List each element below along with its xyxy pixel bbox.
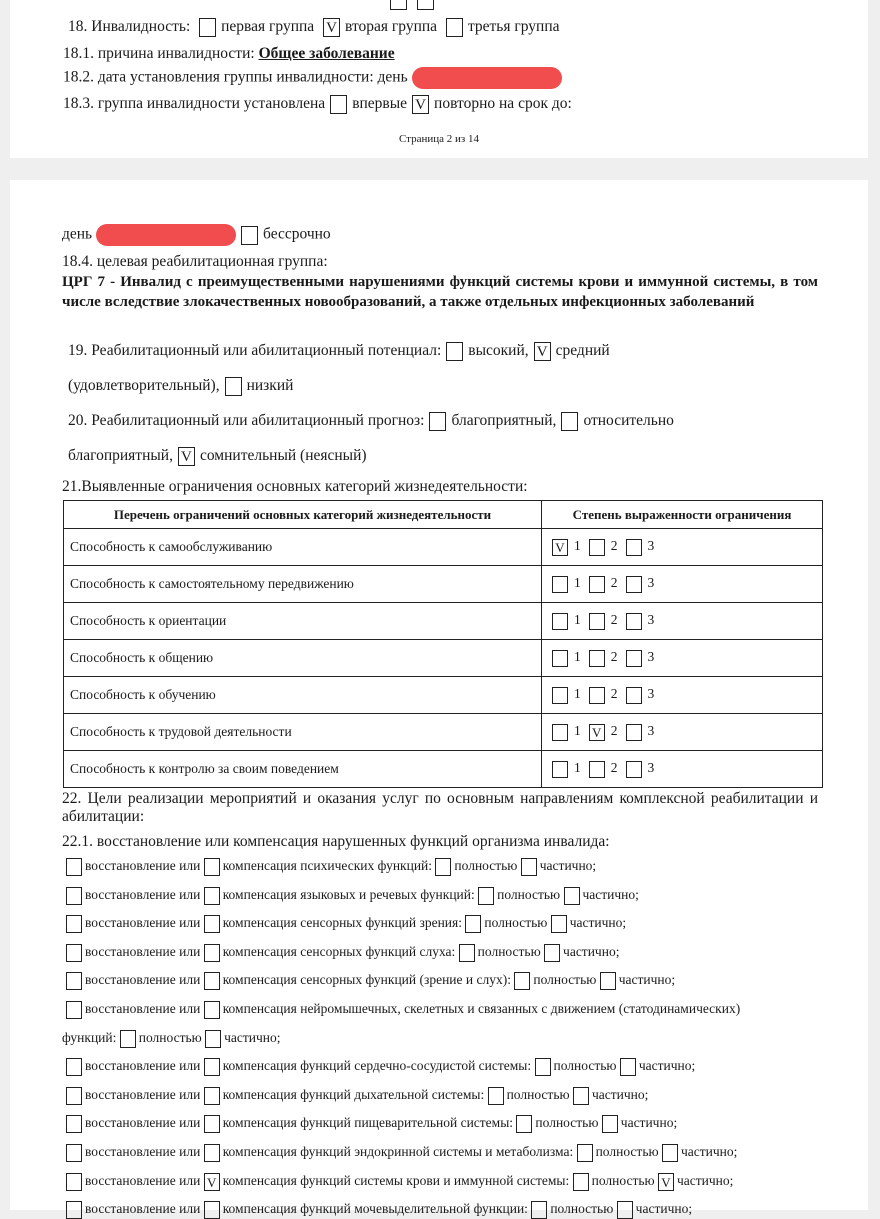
limitation-name: Способность к ориентации: [64, 603, 542, 640]
checkbox-restore[interactable]: [66, 1087, 82, 1105]
option-label: восстановление или: [85, 1086, 201, 1102]
checkbox-partial[interactable]: V: [658, 1173, 674, 1191]
option-label: вторая группа: [345, 18, 438, 35]
degree-checkbox-1[interactable]: [552, 687, 568, 704]
option-label: полностью: [595, 1144, 659, 1159]
degree-cell: [542, 640, 823, 677]
checkbox-restore[interactable]: [66, 1173, 82, 1191]
option-label: восстановление или: [85, 886, 201, 902]
degree-label: 3: [647, 575, 655, 591]
list-item: [66, 1142, 737, 1162]
checkbox-compensate[interactable]: [204, 972, 220, 990]
checkbox-high[interactable]: [446, 342, 463, 361]
list-item: [66, 1085, 648, 1105]
option-label: полностью: [454, 858, 518, 873]
checkbox-compensate[interactable]: [204, 1144, 220, 1162]
function-label: компенсация сенсорных функций (зрение и слух):: [222, 972, 511, 988]
checkbox-partial[interactable]: [573, 1087, 589, 1105]
checkbox-partial[interactable]: [620, 1058, 636, 1076]
item-18-1: [63, 44, 395, 64]
option-label: восстановление или: [85, 972, 201, 988]
degree-checkbox-2[interactable]: [589, 650, 605, 667]
degree-checkbox-3[interactable]: [626, 724, 642, 741]
option-label: восстановление или: [85, 915, 201, 931]
option-label: частично;: [618, 972, 676, 988]
item-20: [68, 411, 674, 431]
degree-checkbox-2[interactable]: [589, 539, 605, 556]
table-header: Перечень ограничений основных категорий жизнедеятельности: [64, 501, 542, 529]
option-label: частично;: [569, 915, 627, 931]
option-label: (удовлетворительный),: [68, 377, 220, 394]
item-18-3: [63, 94, 572, 114]
function-label: компенсация функций мочевыделительной функции:: [222, 1201, 528, 1217]
limitation-name: Способность к самообслуживанию: [64, 529, 542, 566]
label: 18. Инвалидность:: [68, 18, 191, 35]
option-label: восстановление или: [85, 943, 201, 959]
function-label: компенсация функций системы крови и иммунной системы:: [222, 1172, 570, 1188]
degree-label: 2: [610, 723, 618, 739]
option-label: полностью: [484, 915, 548, 931]
checkbox-partial[interactable]: [564, 887, 580, 905]
checkbox-full[interactable]: [514, 972, 530, 990]
checkbox-partial[interactable]: [617, 1201, 633, 1219]
degree-cell: [542, 677, 823, 714]
table-row: [64, 566, 823, 603]
list-item-cont: [62, 1028, 281, 1048]
document-page-2: [10, 0, 868, 158]
redaction: [412, 67, 562, 89]
degree-checkbox-2[interactable]: [589, 761, 605, 778]
checkbox-mid[interactable]: V: [534, 342, 551, 361]
degree-checkbox-1[interactable]: [552, 761, 568, 778]
checkbox-full[interactable]: [535, 1058, 551, 1076]
label: день: [62, 225, 93, 243]
item-19: [68, 341, 610, 361]
checkbox[interactable]: [241, 226, 258, 245]
option-label: первая группа: [221, 18, 315, 35]
option-label: восстановление или: [85, 1172, 201, 1188]
limitation-name: Способность к контролю за своим поведением: [64, 751, 542, 788]
option-label: третья группа: [467, 18, 560, 35]
checkbox-full[interactable]: [573, 1173, 589, 1191]
table-row: [64, 529, 823, 566]
option-label: полностью: [533, 972, 597, 988]
option-label: восстановление или: [85, 1115, 201, 1131]
limitation-name: Способность к трудовой деятельности: [64, 714, 542, 751]
degree-cell: [542, 529, 823, 566]
checkbox-restore[interactable]: [66, 887, 82, 905]
option-label: благоприятный,: [451, 412, 557, 429]
checkbox-compensate[interactable]: V: [204, 1173, 220, 1191]
degree-checkbox-2[interactable]: [589, 687, 605, 704]
item-20-cont: [68, 446, 367, 466]
option-label: низкий: [246, 377, 294, 394]
checkbox-partial[interactable]: [205, 1030, 221, 1048]
degree-checkbox-2[interactable]: [589, 613, 605, 630]
option-label: восстановление или: [85, 858, 201, 873]
function-label: компенсация сенсорных функций зрения:: [222, 915, 462, 931]
label: 19. Реабилитационный или абилитационный потенциал:: [68, 342, 442, 359]
option-label: частично;: [620, 1115, 678, 1131]
degree-cell: [542, 603, 823, 640]
table-row: [64, 751, 823, 788]
limitation-name: Способность к самостоятельному передвижению: [64, 566, 542, 603]
label: 18.2. дата установления группы инвалидности: день: [63, 68, 408, 86]
label: 18.1. причина инвалидности:: [63, 45, 255, 62]
checkbox-full[interactable]: [459, 944, 475, 962]
checkbox-restore[interactable]: [66, 1144, 82, 1162]
option-label: полностью: [535, 1115, 599, 1131]
label: 20. Реабилитационный или абилитационный прогноз:: [68, 412, 425, 429]
degree-label: 2: [610, 612, 618, 628]
limitation-name: Способность к общению: [64, 640, 542, 677]
function-label: компенсация функций эндокринной системы и метаболизма:: [222, 1144, 574, 1159]
option-label: частично;: [539, 858, 597, 873]
checkbox-compensate[interactable]: [204, 1087, 220, 1105]
checkbox-compensate[interactable]: [204, 915, 220, 933]
checkbox-low[interactable]: [225, 377, 242, 396]
checkbox-restore[interactable]: [66, 972, 82, 990]
option-label: относительно: [583, 412, 674, 429]
option-label: частично;: [677, 1172, 734, 1188]
checkbox-full[interactable]: [465, 915, 481, 933]
table-header: Степень выраженности ограничения: [542, 501, 823, 529]
option-label: частично;: [638, 1058, 696, 1074]
checkbox[interactable]: V: [323, 18, 340, 37]
checkbox-restore[interactable]: [66, 1201, 82, 1219]
degree-cell: [542, 714, 823, 751]
checkbox: [390, 0, 407, 10]
table-row: [64, 640, 823, 677]
checkbox-compensate[interactable]: [204, 944, 220, 962]
item-22-1-label: 22.1. восстановление или компенсация нарушенных функций организма инвалида:: [62, 833, 610, 850]
list-item: [66, 913, 626, 933]
table-row: [64, 603, 823, 640]
option-label: полностью: [591, 1172, 655, 1188]
function-label: компенсация функций дыхательной системы:: [222, 1086, 485, 1102]
checkbox-restore[interactable]: [66, 1058, 82, 1076]
option-label: полностью: [138, 1029, 202, 1045]
option-label: частично;: [635, 1201, 693, 1217]
function-label: компенсация нейромышечных, скелетных и связанных с движением (статодинамических): [222, 1001, 741, 1016]
checkbox-compensate[interactable]: [204, 858, 220, 876]
function-label: компенсация сенсорных функций слуха:: [222, 943, 456, 959]
option-label: благоприятный,: [68, 447, 173, 464]
list-item: [66, 885, 639, 905]
function-label: компенсация языковых и речевых функций:: [222, 886, 475, 902]
checkbox-partial[interactable]: [600, 972, 616, 990]
degree-checkbox-1[interactable]: [552, 613, 568, 630]
checkbox-full[interactable]: [516, 1115, 532, 1133]
disability-cause: Общее заболевание: [258, 45, 395, 62]
degree-label: 2: [610, 575, 618, 591]
list-item: [66, 1113, 677, 1133]
function-label: компенсация психических функций:: [222, 858, 433, 873]
checkbox-full[interactable]: [435, 858, 451, 876]
checkbox: [417, 0, 434, 10]
option-label: бессрочно: [263, 225, 331, 243]
checkbox-fav[interactable]: [429, 412, 446, 431]
list-item: [66, 1199, 692, 1219]
degree-checkbox-3[interactable]: [626, 576, 642, 593]
option-label: частично;: [591, 1086, 649, 1102]
checkbox-rel[interactable]: [561, 412, 578, 431]
list-item: [66, 942, 619, 962]
degree-checkbox-1[interactable]: [552, 724, 568, 741]
item-18-4-label: 18.4. целевая реабилитационная группа:: [62, 253, 328, 270]
checkbox-partial[interactable]: [602, 1115, 618, 1133]
degree-checkbox-3[interactable]: [626, 650, 642, 667]
option-label: восстановление или: [85, 1144, 201, 1159]
degree-checkbox-1[interactable]: [552, 650, 568, 667]
degree-label: 1: [574, 649, 581, 665]
degree-checkbox-1[interactable]: [552, 576, 568, 593]
option-label: восстановление или: [85, 1001, 201, 1016]
option-label: частично;: [224, 1029, 281, 1045]
checkbox-restore[interactable]: [66, 858, 82, 876]
item-21-label: 21.Выявленные ограничения основных категорий жизнедеятельности:: [62, 478, 528, 495]
function-label: компенсация функций пищеварительной системы:: [222, 1115, 514, 1131]
degree-label: 1: [574, 575, 581, 591]
degree-checkbox-2[interactable]: [589, 576, 605, 593]
list-item: [66, 1171, 733, 1191]
degree-checkbox-3[interactable]: [626, 613, 642, 630]
option-label: полностью: [497, 886, 561, 902]
degree-checkbox-2[interactable]: V: [589, 724, 605, 741]
degree-label: 3: [647, 612, 655, 628]
function-label: функций:: [62, 1029, 117, 1045]
degree-label: 3: [647, 686, 655, 702]
degree-label: 1: [574, 723, 581, 739]
checkbox-partial[interactable]: [662, 1144, 678, 1162]
term: [62, 224, 331, 246]
option-label: полностью: [553, 1058, 617, 1074]
degree-label: 1: [574, 686, 581, 702]
item-18: [68, 17, 560, 37]
degree-label: 2: [610, 686, 618, 702]
degree-label: 3: [647, 538, 655, 554]
checkbox-partial[interactable]: [551, 915, 567, 933]
checkbox[interactable]: [330, 95, 347, 114]
checkbox-compensate[interactable]: [204, 1058, 220, 1076]
degree-checkbox-3[interactable]: [626, 761, 642, 778]
checkbox-partial[interactable]: [544, 944, 560, 962]
redaction: [96, 224, 236, 246]
checkbox-full[interactable]: [488, 1087, 504, 1105]
page-footer: Страница 2 из 14: [398, 133, 480, 145]
option-label: впервые: [352, 95, 408, 112]
checkbox-compensate[interactable]: [204, 1201, 220, 1219]
checkbox-restore[interactable]: [66, 944, 82, 962]
limitations-table: [63, 500, 823, 788]
degree-cell: [542, 751, 823, 788]
degree-checkbox-3[interactable]: [626, 539, 642, 556]
list-item: [66, 999, 740, 1019]
option-label: частично;: [582, 886, 639, 902]
checkbox[interactable]: [199, 18, 216, 37]
checkbox-compensate[interactable]: [204, 1001, 220, 1019]
checkbox[interactable]: V: [412, 95, 429, 114]
option-label: повторно на срок до:: [434, 95, 572, 112]
function-label: компенсация функций сердечно-сосудистой системы:: [222, 1058, 532, 1074]
rehab-group: ЦРГ 7 - Инвалид с преимущественными нарушениями функций системы крови и иммунной системы, в том числе вследствие злокачественных новообразований, а также отдельных инфекционных заболеваний: [62, 274, 818, 310]
degree-label: 1: [574, 612, 581, 628]
item-19-cont: [68, 376, 293, 396]
degree-label: 3: [647, 723, 655, 739]
option-label: восстановление или: [85, 1058, 201, 1074]
degree-label: 2: [610, 760, 618, 776]
degree-label: 2: [610, 649, 618, 665]
degree-cell: [542, 566, 823, 603]
degree-checkbox-3[interactable]: [626, 687, 642, 704]
checkbox-partial[interactable]: [521, 858, 537, 876]
list-item: [66, 970, 675, 990]
label: 18.3. группа инвалидности установлена: [63, 95, 326, 112]
item-22-label: 22. Цели реализации мероприятий и оказания услуг по основным направлениям комплексной реабилитации и абилитации:: [62, 790, 818, 825]
list-item: [66, 856, 596, 876]
degree-label: 1: [574, 760, 581, 776]
option-label: сомнительный (неясный): [199, 447, 367, 464]
checkbox-restore[interactable]: [66, 1115, 82, 1133]
checkbox-restore[interactable]: [66, 915, 82, 933]
degree-checkbox-1[interactable]: V: [552, 539, 568, 556]
checkbox-compensate[interactable]: [204, 1115, 220, 1133]
checkbox-restore[interactable]: [66, 1001, 82, 1019]
option-label: полностью: [477, 943, 541, 959]
list-item: [66, 1056, 695, 1076]
option-label: полностью: [506, 1086, 570, 1102]
option-label: полностью: [550, 1201, 614, 1217]
option-label: высокий,: [468, 342, 529, 359]
checkbox[interactable]: [446, 18, 463, 37]
checkbox-doubt[interactable]: V: [178, 447, 195, 466]
checkbox-compensate[interactable]: [204, 887, 220, 905]
table-row: [64, 677, 823, 714]
item-18-2: [63, 67, 562, 89]
checkbox-full[interactable]: [577, 1144, 593, 1162]
degree-label: 3: [647, 649, 655, 665]
table-row: [64, 714, 823, 751]
checkbox-full[interactable]: [120, 1030, 136, 1048]
degree-label: 3: [647, 760, 655, 776]
option-label: частично;: [563, 943, 620, 959]
limitation-name: Способность к обучению: [64, 677, 542, 714]
option-label: восстановление или: [85, 1201, 201, 1217]
degree-label: 1: [574, 538, 581, 554]
checkbox-full[interactable]: [478, 887, 494, 905]
degree-label: 2: [610, 538, 618, 554]
option-label: частично;: [680, 1144, 738, 1159]
option-label: средний: [555, 342, 610, 359]
checkbox-full[interactable]: [531, 1201, 547, 1219]
